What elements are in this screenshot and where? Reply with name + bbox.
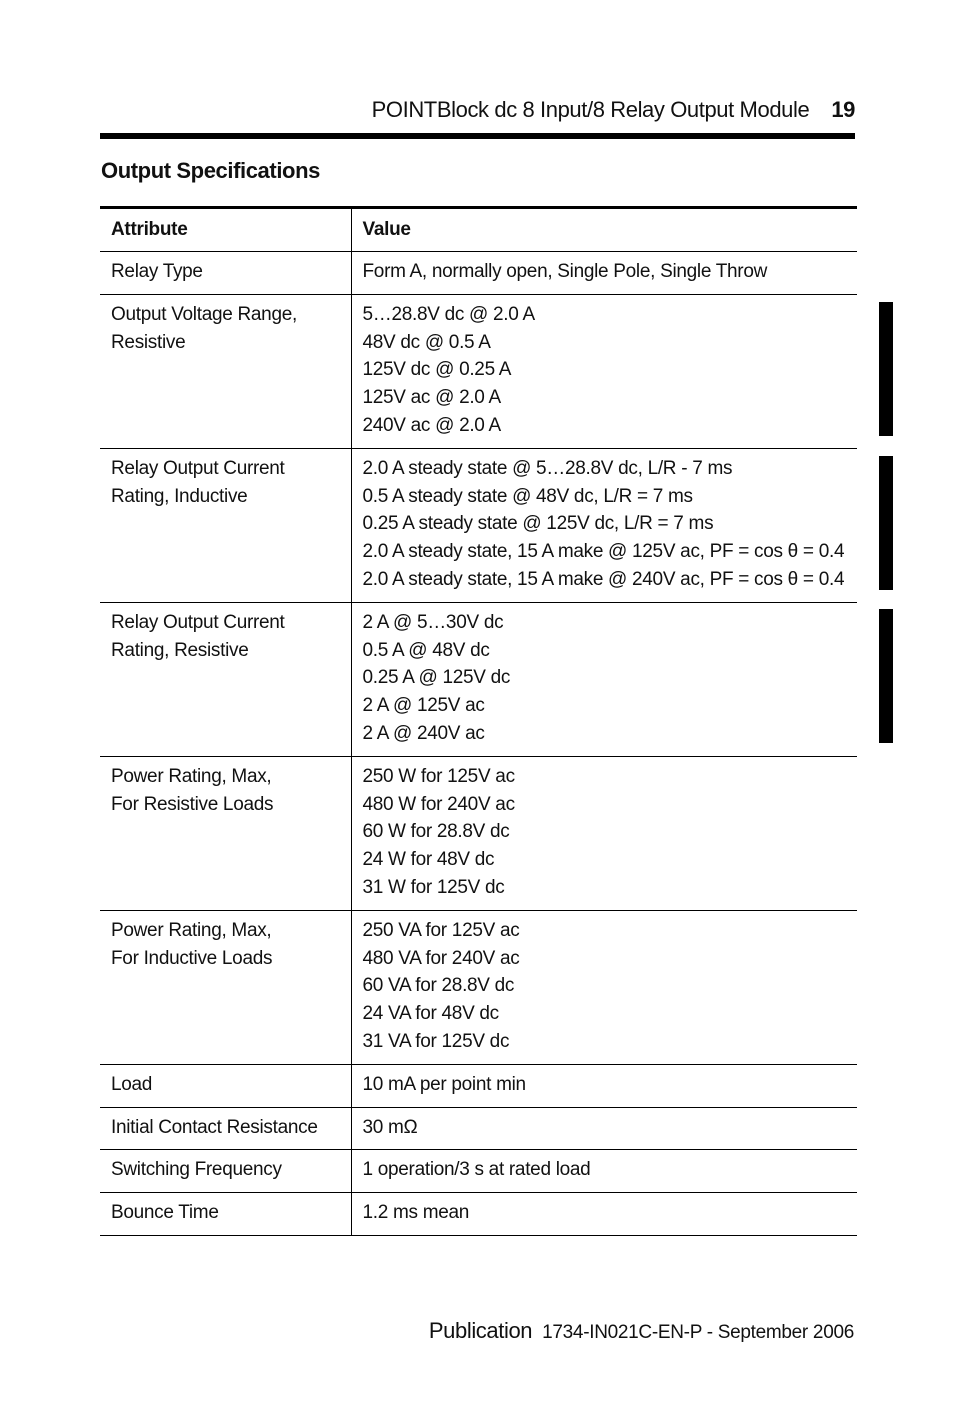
column-header-value: Value <box>362 219 411 241</box>
value-line: 125V ac @ 2.0 A <box>362 387 501 409</box>
attribute-cell <box>100 448 351 602</box>
value-line: 0.25 A @ 125V dc <box>362 667 511 689</box>
value-cell <box>351 448 857 602</box>
publication-label: Publication <box>428 1318 533 1343</box>
table-row <box>100 1193 857 1236</box>
running-header <box>100 92 855 128</box>
value-line: Form A, normally open, Single Pole, Single Throw <box>362 261 768 282</box>
thumb-tab-mark <box>879 609 893 743</box>
value-cell <box>351 1107 857 1150</box>
value-line: 24 W for 48V dc <box>362 849 495 871</box>
value-line: 250 W for 125V ac <box>362 765 515 787</box>
page-number: 19 <box>831 97 855 122</box>
value-line: 31 VA for 125V dc <box>362 1030 510 1052</box>
attribute-line: Power Rating, Max, <box>111 765 272 787</box>
value-line: 0.5 A @ 48V dc <box>362 639 490 661</box>
value-line: 0.5 A steady state @ 48V dc, L/R = 7 ms <box>362 485 693 507</box>
value-line: 60 W for 28.8V dc <box>362 821 510 843</box>
value-line: 2.0 A steady state @ 5…28.8V dc, L/R - 7 ms <box>362 457 733 479</box>
attribute-cell <box>100 252 351 295</box>
section-title: Output Specifications <box>101 158 320 183</box>
attribute-line: Bounce Time <box>111 1202 219 1224</box>
thumb-tab-mark <box>879 302 893 436</box>
table-row <box>100 448 857 602</box>
value-line: 480 W for 240V ac <box>362 793 515 815</box>
value-line: 0.25 A steady state @ 125V dc, L/R = 7 ms <box>362 513 714 535</box>
value-line: 2.0 A steady state, 15 A make @ 125V ac, PF = cos θ = 0.4 <box>362 541 845 563</box>
value-line: 10 mA per point min <box>362 1073 526 1095</box>
value-line: 30 mΩ <box>362 1116 418 1138</box>
value-cell <box>351 910 857 1064</box>
value-line: 480 VA for 240V ac <box>362 947 520 969</box>
table-row <box>100 910 857 1064</box>
attribute-cell <box>100 1150 351 1193</box>
table-body <box>100 252 857 1236</box>
value-line: 2 A @ 125V ac <box>362 695 485 717</box>
table-row <box>100 602 857 756</box>
value-cell <box>351 1150 857 1193</box>
attribute-cell <box>100 1064 351 1107</box>
value-line: 5…28.8V dc @ 2.0 A <box>362 303 535 325</box>
attribute-line: Switching Frequency <box>111 1159 282 1181</box>
value-cell <box>351 294 857 448</box>
value-cell <box>351 1193 857 1236</box>
header-title: POINTBlock dc 8 Input/8 Relay Output Module <box>371 97 810 122</box>
attribute-cell <box>100 1193 351 1236</box>
attribute-cell <box>100 756 351 910</box>
table-header-row <box>100 208 857 252</box>
value-line: 2 A @ 5…30V dc <box>362 611 504 633</box>
table-row <box>100 1064 857 1107</box>
value-cell <box>351 1064 857 1107</box>
value-line: 24 VA for 48V dc <box>362 1003 499 1025</box>
table-row <box>100 1150 857 1193</box>
table-row <box>100 294 857 448</box>
value-line: 1.2 ms mean <box>362 1202 470 1224</box>
attribute-line: Relay Type <box>111 261 203 282</box>
attribute-line: For Inductive Loads <box>111 947 273 969</box>
attribute-cell <box>100 910 351 1064</box>
value-cell <box>351 252 857 295</box>
value-line: 60 VA for 28.8V dc <box>362 975 515 997</box>
attribute-line: Power Rating, Max, <box>111 919 272 941</box>
table-row <box>100 756 857 910</box>
attribute-line: Resistive <box>111 331 186 353</box>
value-line: 48V dc @ 0.5 A <box>362 331 491 353</box>
value-line: 125V dc @ 0.25 A <box>362 359 512 381</box>
thumb-tab-mark <box>879 456 893 590</box>
value-line: 1 operation/3 s at rated load <box>362 1159 591 1181</box>
attribute-line: Initial Contact Resistance <box>111 1116 318 1138</box>
table-row <box>100 252 857 295</box>
value-line: 2.0 A steady state, 15 A make @ 240V ac, PF = cos θ = 0.4 <box>362 568 845 590</box>
table-row <box>100 1107 857 1150</box>
value-line: 2 A @ 240V ac <box>362 722 485 744</box>
attribute-cell <box>100 602 351 756</box>
publication-number: 1734-IN021C-EN-P - September 2006 <box>542 1322 854 1343</box>
attribute-line: For Resistive Loads <box>111 793 274 815</box>
attribute-line: Output Voltage Range, <box>111 303 297 325</box>
value-line: 31 W for 125V dc <box>362 876 505 898</box>
attribute-cell <box>100 294 351 448</box>
attribute-line: Rating, Inductive <box>111 485 248 507</box>
value-cell <box>351 756 857 910</box>
column-header-attribute: Attribute <box>100 208 351 252</box>
attribute-cell <box>100 1107 351 1150</box>
footer <box>429 1318 854 1344</box>
value-line: 240V ac @ 2.0 A <box>362 414 501 436</box>
value-cell <box>351 602 857 756</box>
specifications-table <box>100 206 857 1236</box>
header-rule <box>100 133 855 139</box>
attribute-line: Relay Output Current <box>111 611 285 633</box>
attribute-line: Relay Output Current <box>111 457 285 479</box>
attribute-line: Rating, Resistive <box>111 639 249 661</box>
attribute-line: Load <box>111 1073 153 1095</box>
value-line: 250 VA for 125V ac <box>362 919 520 941</box>
